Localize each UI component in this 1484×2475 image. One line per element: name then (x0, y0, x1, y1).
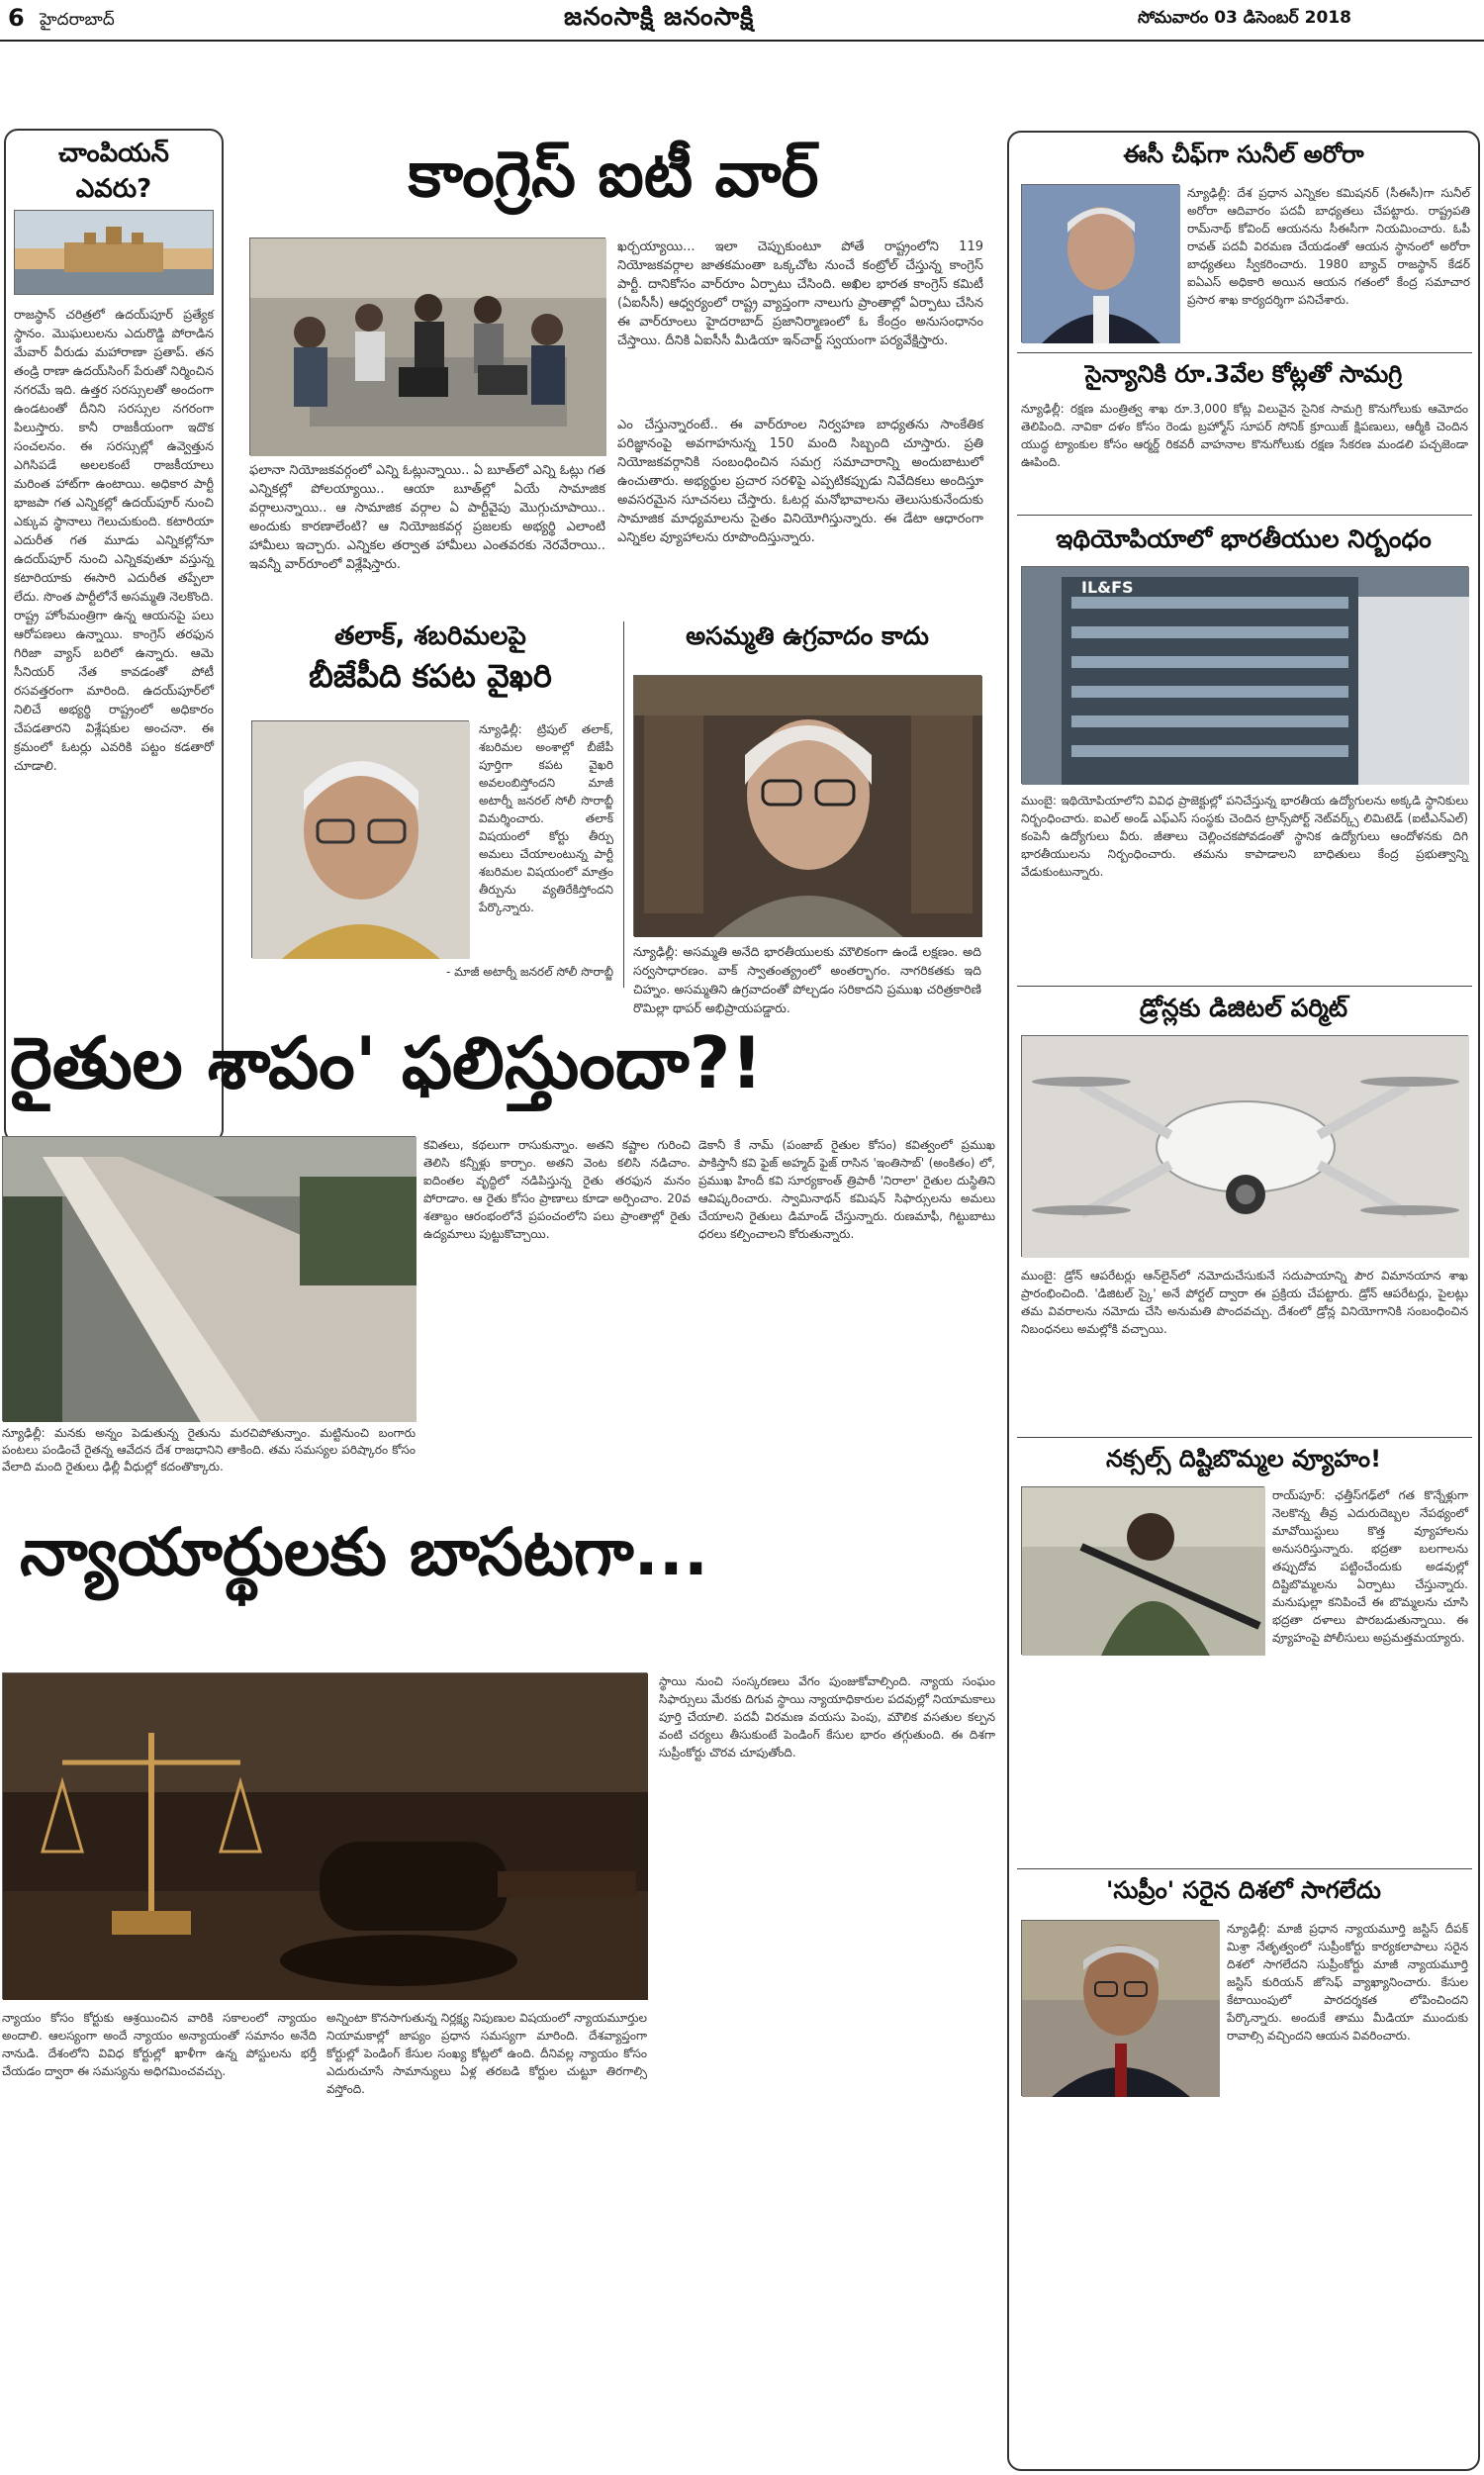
divider (1017, 515, 1472, 516)
naxal-headline: నక్సల్స్ దిష్టిబొమ్మల వ్యూహం! (1105, 1445, 1382, 1473)
justice-col2: స్థాయి నుంచి సంస్కరణలు వేగం పుంజుకోవాల్సింది. న్యాయ సంఘం సిఫార్సులు మేరకు దిగువ స్థాయి న్యాయాధికారుల పదవుల్లో నియామకాలు పూర్తి చేయాలి. పదవీ విరమణ వయసు పెంపు, మౌలిక వసతుల కల్పన వంటి చర్యలు తీసుకుంటే పెండింగ్ కేసుల భారం తగ్గుతుంది. ఈ దిశగా సుప్రీంకోర్టు చొరవ చూపుతోంది. (659, 1674, 995, 1760)
drone-headline: డ్రోన్లకు డిజిటల్ పర్మిట్ (1139, 994, 1348, 1022)
supreme-headline: 'సుప్రీం' సరైన దిశలో సాగలేదు (1106, 1876, 1381, 1904)
city-label: హైదరాబాద్ (40, 10, 115, 30)
justice-caption: న్యాయం కోసం కోర్టుకు ఆశ్రయించిన వారికి సకాలంలో న్యాయం అందాలి. ఆలస్యంగా అందే న్యాయం అన్యాయంతో సమానం అనేది నానుడి. దేశంలోని వివిధ కోర్టుల్లో ఖాళీగా ఉన్న పోస్టులను భర్తీ చేయడం ద్వారా ఈ సమస్యను అధిగమించవచ్చు. (2, 2011, 317, 2078)
army-body: న్యూఢిల్లీ: రక్షణ మంత్రిత్వ శాఖ రూ.3,000 కోట్ల విలువైన సైనిక సామగ్రి కొనుగోలుకు ఆమోదం తెలిపింది. నావికా దళం కోసం రెండు బ్రహ్మోస్ సూపర్ సోనిక్ క్రూయిజ్ క్షిపణులు, ఆర్మీకి చెందిన యుద్ధ ట్యాంకుల కోసం ఆర్మర్డ్ రికవరీ వాహనాల కొనుగోలుకు రక్షణ సేకరణ మండలి పచ్చజెండా ఊపింది. (1021, 402, 1468, 469)
ethiopia-headline: ఇథియోపియాలో భారతీయుల నిర్బంధం (1056, 524, 1432, 553)
arora-photo (1021, 184, 1179, 342)
header-rule (0, 40, 1484, 42)
farmers-rally-photo (2, 1136, 416, 1421)
bjp-headline-2: బీజేపీది కపట వైఖరి (309, 657, 552, 695)
sidebar-body: రాజస్థాన్ చరిత్రలో ఉదయ్‌పూర్ ప్రత్యేక స్థానం. మొఘలులను ఎదురొడ్డి పోరాడిన మేవార్ వీరుడు మహారాణా ప్రతాప్. తన తండ్రి రాణా ఉదయ్‌సింగ్ పేరుతో నిర్మించిన నగరమే ఇది. ఉత్తర సరస్సులతో అందంగా ఉండటంతో దీనిని సరస్సుల నగరంగా పిలుస్తారు. కానీ రాజకీయంగా ఇదొక సంచలనం. ఈ సరస్సుల్లో ఉవ్వెత్తున ఎగిసిపడే అలలకంటే రాజకీయాలు మరింత హాట్‌గా ఉంటాయి. అధికార పార్టీ భాజపా గత ఎన్నికల్లో ఉదయ్‌పూర్ నుంచి ఎక్కువ స్థానాలు గెలుచుకుంది. కటారియా ఎదురీత గత మూడు ఎన్నికల్లోనూ ఉదయ్‌పూర్ నుంచి ఎన్నికవుతూ వస్తున్న కటారియాకు ఈసారి ఎదురీత తప్పేలా లేదు. సొంత పార్టీలోనే అసమ్మతి నెలకొంది. రాష్ట్ర హోంమంత్రిగా ఉన్న ఆయనపై పలు ఆరోపణలు ఉన్నాయి. కాంగ్రెస్ తరఫున గిరిజా వ్యాస్ బరిలో ఉన్నారు. ఆమె సీనియర్ నేత కావడంతో పోటీ రసవత్తరంగా మారింది. ఉదయ్‌పూర్‌లో నిలిచే అభ్యర్థి రాష్ట్రంలో అధికారం చేపడతారని విశ్లేషకుల అంచనా. ఈ క్రమంలో ఓటర్లు ఎవరికి పట్టం కడతారో చూడాలి. (14, 307, 214, 773)
farmers-col2: డెకానీ కే నామ్ (పంజాబ్ రైతుల కోసం) కవిత్వంలో ప్రముఖ పాకిస్తానీ కవి ఫైజ్ అహ్మద్ ఫైజ్ రాసిన 'ఇంతిసాబ్' (అంకితం) లో, ప్రముఖ హిందీ కవి సూర్యకాంత్ త్రిపాఠీ 'నిరాలా' రైతుల దుస్థితిని ఆవిష్కరించారు. స్వామినాథన్ కమిషన్ సిఫార్సులను అమలు చేయాలని రైతులు డిమాండ్ చేస్తున్నారు. రుణమాఫీ, గిట్టుబాటు ధరలు కల్పించాలని కోరుతున్నారు. (698, 1138, 995, 1241)
war-room-photo (249, 238, 605, 455)
svg-text:IL&FS: IL&FS (1081, 578, 1134, 597)
column-divider (623, 621, 624, 988)
lead-col3: ఎం చేస్తున్నారంటే.. ఈ వార్‌రూంల నిర్వహణ బాధ్యతను సాంకేతిక పరిజ్ఞానంపై అవగాహనున్న 150 మంది సిబ్బంది చూస్తారు. ప్రతి నియోజకవర్గానికి సంబంధించిన సమగ్ర సమాచారాన్ని అందుబాటులో ఉంచుతారు. అభ్యర్థుల ప్రచార సరళిపై ఎప్పటికప్పుడు నివేదికలు అందిస్తూ అవసరమైన సూచనలు చేస్తారు. ఓటర్ల మనోభావాలను తెలుసుకునేందుకు సామాజిక మాధ్యమాలను సైతం వినియోగిస్తున్నారు. ఈ డేటా ఆధారంగా ఎన్నికల వ్యూహాలను రూపొందిస్తున్నారు. (617, 418, 983, 545)
naxal-photo (1021, 1486, 1264, 1655)
issue-date: సోమవారం 03 డిసెంబర్ 2018 (1138, 8, 1351, 28)
divider (1017, 1437, 1472, 1438)
ec-headline: ఈసీ చీఫ్‌గా సునీల్ అరోరా (1123, 141, 1364, 168)
page-number: 6 (8, 4, 25, 32)
dissent-headline: అసమ్మతి ఉగ్రవాదం కాదు (686, 621, 929, 650)
bjp-signature: - మాజీ అటార్నీ జనరల్ సోలీ సొరాబ్జీ (445, 965, 613, 979)
drone-photo (1021, 1035, 1468, 1257)
justice-headline: న్యాయార్థులకు బాసటగా... (20, 1514, 708, 1590)
farmers-col1: కవితలు, కథలుగా రాసుకున్నాం. అతని కష్టాల గురించి తెలిసి కన్నీళ్లు కార్చాం. అతని వెంట కలిసి నడిచాం. ఐదింతల వృద్ధిలో నడిపిస్తున్న రైతు తరఫున మనం పోరాడాం. ఆ రైతు కోసం ప్రాణాలు కూడా అర్పించాం. 20వ శతాబ్దం ఆరంభంలోనే ప్రపంచంలోని పలు ప్రాంతాల్లో రైతు ఉద్యమాలు పుట్టుకొచ్చాయి. (423, 1138, 691, 1241)
ilfs-building-photo (1021, 566, 1468, 784)
naxal-body: రాయ్‌పూర్: ఛత్తీస్‌గఢ్‌లో గత కొన్నేళ్లుగా నెలకొన్న తీవ్ర ఎదురుదెబ్బల నేపథ్యంలో మావోయిస్టులు కొత్త వ్యూహాలను అనుసరిస్తున్నారు. భద్రతా బలగాలను తప్పుదోవ పట్టించేందుకు అడవుల్లో దిష్టిబొమ్మలను ఏర్పాటు చేస్తున్నారు. మనుషుల్లా కనిపించే ఈ బొమ్మలను చూసి భద్రతా దళాలు పొరబడుతున్నాయి. ఈ వ్యూహంపై పోలీసులు అప్రమత్తమయ్యారు. (1272, 1488, 1468, 1645)
bjp-headline-1: తలాక్, శబరిమలపై (334, 621, 526, 651)
ec-body: న్యూఢిల్లీ: దేశ ప్రధాన ఎన్నికల కమిషనర్ (సీఈసీ)గా సునీల్ అరోరా ఆదివారం పదవీ బాధ్యతలు చేపట్టారు. రాష్ట్రపతి రామ్‌నాథ్ కోవింద్ ఆయనను సీఈసీగా నియమించారు. ఓపీ రావత్ పదవీ విరమణ చేయడంతో ఆయన స్థానంలో అరోరా బాధ్యతలు స్వీకరించారు. 1980 బ్యాచ్ రాజస్థాన్ కేడర్ ఐఏఎస్ అధికారి అయిన ఆయన గతంలో కేంద్ర సమాచార ప్రసార శాఖ కార్యదర్శిగా పనిచేశారు. (1187, 186, 1470, 307)
thapar-photo (633, 675, 981, 936)
lead-col1: ఖర్చయ్యాయి... ఇలా చెప్పుకుంటూ పోతే రాష్ట్రంలోని 119 నియోజకవర్గాల జాతకమంతా ఒక్కచోట నుంచే కంట్రోల్ చేస్తున్న కాంగ్రెస్ పార్టీ. దానికోసం వార్‌రూం ఏర్పాటు చేసింది. అఖిల భారత కాంగ్రెస్ కమిటీ (ఏఐసీసీ) ఆధ్వర్యంలో రాష్ట్ర వ్యాప్తంగా నాలుగు ప్రాంతాల్లో ఏర్పాటు చేసిన ఈ వార్‌రూంలు హైదరాబాద్ ప్రజానిర్మాణంలో ఓ కేంద్రం అనుసంధానం చేస్తాయి. దీనికి ఏఐసీసీ మీడియా ఇన్‌చార్జ్ స్వయంగా పర్యవేక్షిస్తారు. (617, 239, 983, 348)
palace-photo (14, 210, 214, 295)
divider (1017, 986, 1472, 987)
dissent-body: న్యూఢిల్లీ: అసమ్మతి అనేది భారతీయులకు మౌలికంగా ఉండే లక్షణం. అది సర్వసాధారణం. వాక్ స్వాతంత్య్రంలో అంతర్భాగం. నాగరికతకు ఇది చిహ్నం. అసమ్మతిని ఉగ్రవాదంతో పోల్చడం సరికాదని ప్రముఖ చరిత్రకారిణి రొమిల్లా థాపర్ అభిప్రాయపడ్డారు. (633, 944, 981, 1015)
divider (1017, 352, 1472, 353)
ethiopia-body: ముంబై: ఇథియోపియాలోని వివిధ ప్రాజెక్టుల్లో పనిచేస్తున్న భారతీయ ఉద్యోగులను అక్కడి స్థానికులు నిర్బంధించారు. ఐఎల్ అండ్ ఎఫ్ఎస్ సంస్థకు చెందిన ట్రాన్స్‌పోర్ట్ నెట్‌వర్క్స్ లిమిటెడ్ (ఐటీఎన్‌ఎల్) కంపెనీ ఉద్యోగులు వీరు. జీతాలు చెల్లించకపోవడంతో స్థానిక ఉద్యోగులు ఆందోళనకు దిగి భారతీయులను నిర్బంధించారు. తమను కాపాడాలని బాధితులు కేంద్ర ప్రభుత్వాన్ని వేడుకుంటున్నారు. (1021, 794, 1468, 879)
bjp-body: న్యూఢిల్లీ: ట్రిపుల్ తలాక్, శబరిమల అంశాల్లో బీజేపీ పూర్తిగా కపట వైఖరి అవలంబిస్తోందని మాజీ అటార్నీ జనరల్ సోలీ సొరాబ్జీ విమర్శించారు. తలాక్ విషయంలో కోర్టు తీర్పు అమలు చేయాలంటున్న పార్టీ శబరిమల విషయంలో మాత్రం తీర్పును వ్యతిరేకిస్తోందని పేర్కొన్నారు. (479, 722, 613, 914)
lead-col2: ఫలానా నియోజకవర్గంలో ఎన్ని ఓట్లున్నాయి.. ఏ బూత్‌లో ఎన్ని ఓట్లు గత ఎన్నికల్లో పోలయ్యాయి.. ఆయా బూత్‌ల్లో ఏయే సామాజిక వర్గాలున్నాయి.. ఆ సామాజిక వర్గాల ఏ పార్టీవైపు మొగ్గుచూపాయి.. అందుకు కారణాలేంటి? ఆ నియోజకవర్గ ప్రజలకు అభ్యర్థి ఎలాంటి హామీలు ఇచ్చారు. ఎన్నికల తర్వాత హామీలు ఎంతవరకు నెరవేరాయి.. ఇవన్నీ వార్‌రూంలో విశ్లేషిస్తారు. (249, 463, 605, 572)
drone-body: ముంబై: డ్రోన్ ఆపరేటర్లు ఆన్‌లైన్‌లో నమోదుచేసుకునే సదుపాయాన్ని పౌర విమానయాన శాఖ ప్రారంభించింది. 'డిజిటల్ స్కై' అనే పోర్టల్ ద్వారా ఈ ప్రక్రియ చేపట్టారు. డ్రోన్ ఆపరేటర్లు, పైలట్లు తమ వివరాలను నమోదు చేసి అనుమతి పొందవచ్చు. దేశంలో డ్రోన్ల వినియోగానికి సంబంధించిన నిబంధనలు అమల్లోకి వచ్చాయి. (1021, 1269, 1468, 1336)
lead-headline: కాంగ్రెస్ ఐటీ వార్ (408, 139, 819, 212)
farmers-caption: న్యూఢిల్లీ: మనకు అన్నం పెడుతున్న రైతును మరచిపోతున్నాం. మట్టినుంచి బంగారు పంటలు పండించే రైతన్న ఆవేదన దేశ రాజధానిని తాకింది. తమ సమస్యల పరిష్కారం కోసం వేలాది మంది రైతులు ఢిల్లీ వీధుల్లో కదంతొక్కారు. (2, 1426, 416, 1474)
kurian-joseph-photo (1021, 1920, 1219, 2096)
army-headline: సైన్యానికి రూ.3వేల కోట్లతో సామగ్రి (1084, 360, 1403, 388)
supreme-body-top: న్యూఢిల్లీ: మాజీ ప్రధాన న్యాయమూర్తి జస్టిస్ దీపక్ మిశ్రా నేతృత్వంలో సుప్రీంకోర్టు కార్యకలాపాలు సరైన దిశలో సాగలేదని సుప్రీంకోర్టు మాజీ న్యాయమూర్తి జస్టిస్ కురియన్ జోసెఫ్ వ్యాఖ్యానించారు. కేసుల కేటాయింపులో పారదర్శకత లోపించిందని పేర్కొన్నారు. అందుకే తాము మీడియా ముందుకు రావాల్సి వచ్చిందని ఆయన వివరించారు. (1227, 1922, 1468, 2043)
justice-col1: అన్నింటా కొనసాగుతున్న నిర్లక్ష్య నిపుణుల విషయంలో న్యాయమూర్తుల నియామకాల్లో జాప్యం ప్రధాన సమస్యగా మారింది. దేశవ్యాప్తంగా కోర్టుల్లో పెండింగ్ కేసుల సంఖ్య కోట్లలో ఉంది. దీనివల్ల న్యాయం కోసం ఎదురుచూసే సామాన్యులు ఏళ్ల తరబడి కోర్టుల చుట్టూ తిరగాల్సి వస్తోంది. (326, 2011, 647, 2096)
divider (1017, 1868, 1472, 1869)
sidebar-title-2: ఎవరు? (75, 174, 152, 204)
gavel-photo (2, 1672, 647, 1999)
sorabjee-photo (251, 720, 469, 958)
masthead: జనంసాక్షి జనంసాక్షి (564, 2, 755, 31)
sidebar-title-1: చాంపియన్ (58, 139, 169, 168)
farmers-headline: రైతుల శాపం' ఫలిస్తుందా?! (10, 1021, 764, 1104)
